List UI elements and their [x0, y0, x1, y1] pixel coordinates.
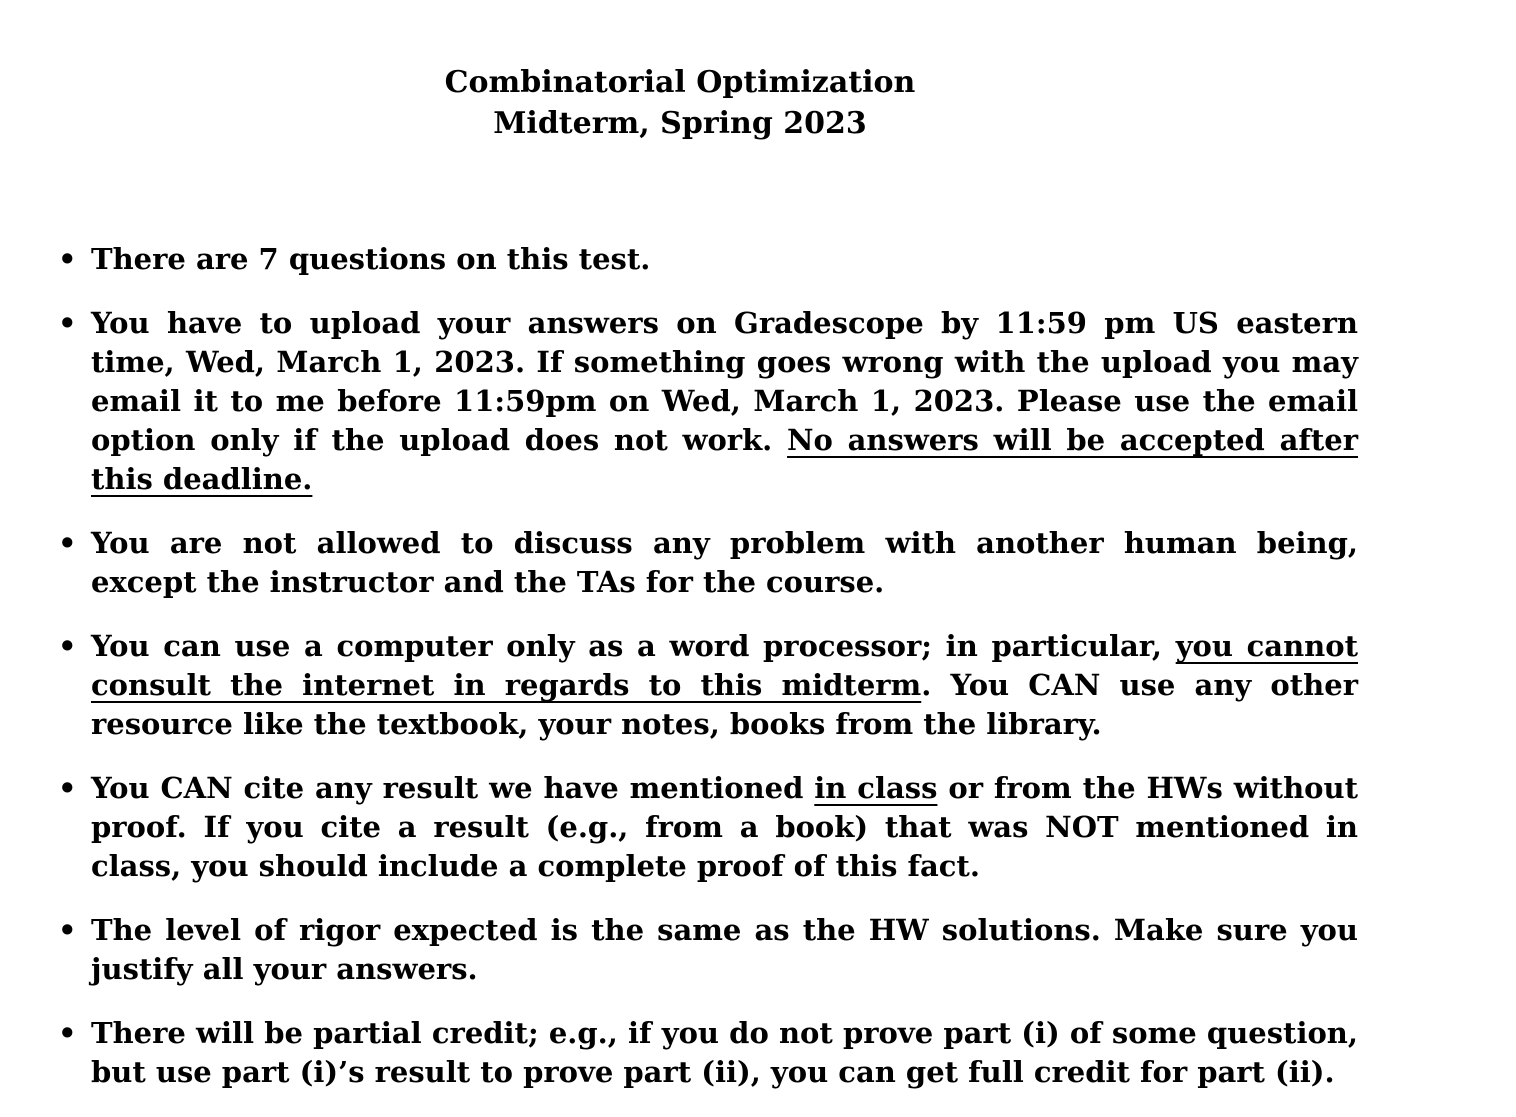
rule-item-rigor [58, 911, 1358, 989]
bullet-icon: • [58, 1016, 77, 1050]
rule-underlined-text: No answers will be accepted after this deadline. [91, 423, 1358, 496]
course-title: Combinatorial Optimization [444, 65, 916, 100]
bullet-icon: • [58, 629, 77, 663]
rule-text: You have to upload your answers on Gradescope by 11:59 pm US eastern time, Wed, March 1, 2023. If something goes wrong with the upload you may email it to me before 11:59pm on Wed, March 1, 2023. Please use the email option only if the upload does not work. [91, 306, 1358, 457]
rule-item-citing-results [58, 769, 1358, 886]
rule-text-after: . You CAN use any other resource like the textbook, your notes, books from the library. [91, 668, 1358, 741]
rule-text-before: You can use a computer only as a word processor; in particular, [91, 629, 1176, 663]
rule-item-partial-credit [58, 1014, 1358, 1092]
rule-item-computer-use [58, 627, 1358, 744]
bullet-icon: • [58, 306, 77, 340]
rule-text: There are 7 questions on this test. [91, 242, 651, 276]
bullet-icon: • [58, 242, 77, 276]
rule-text: The level of rigor expected is the same as the HW solutions. Make sure you justify all your answers. [91, 913, 1358, 986]
title-block [380, 62, 980, 144]
rule-underlined-text: in class [814, 771, 938, 805]
rule-text-after: or from the HWs without proof. If you cite a result (e.g., from a book) that was NOT mentioned in class, you should include a complete proof of this fact. [91, 771, 1358, 883]
rule-text: You are not allowed to discuss any problem with another human being, except the instructor and the TAs for the course. [91, 526, 1358, 599]
rule-text-before: You CAN cite any result we have mentioned [91, 771, 815, 805]
rules-list [58, 240, 1358, 1117]
rule-text: There will be partial credit; e.g., if you do not prove part (i) of some question, but use part (i)’s result to prove part (ii), you can get full credit for part (ii). [91, 1016, 1358, 1089]
bullet-icon: • [58, 771, 77, 805]
rule-item-no-discussion [58, 524, 1358, 602]
bullet-icon: • [58, 526, 77, 560]
rule-underlined-text: you cannot consult the internet in regards to this midterm [91, 629, 1358, 702]
rule-item-upload-deadline [58, 304, 1358, 499]
bullet-icon: • [58, 913, 77, 947]
rule-item-question-count [58, 240, 1358, 279]
exam-title: Midterm, Spring 2023 [493, 106, 867, 141]
